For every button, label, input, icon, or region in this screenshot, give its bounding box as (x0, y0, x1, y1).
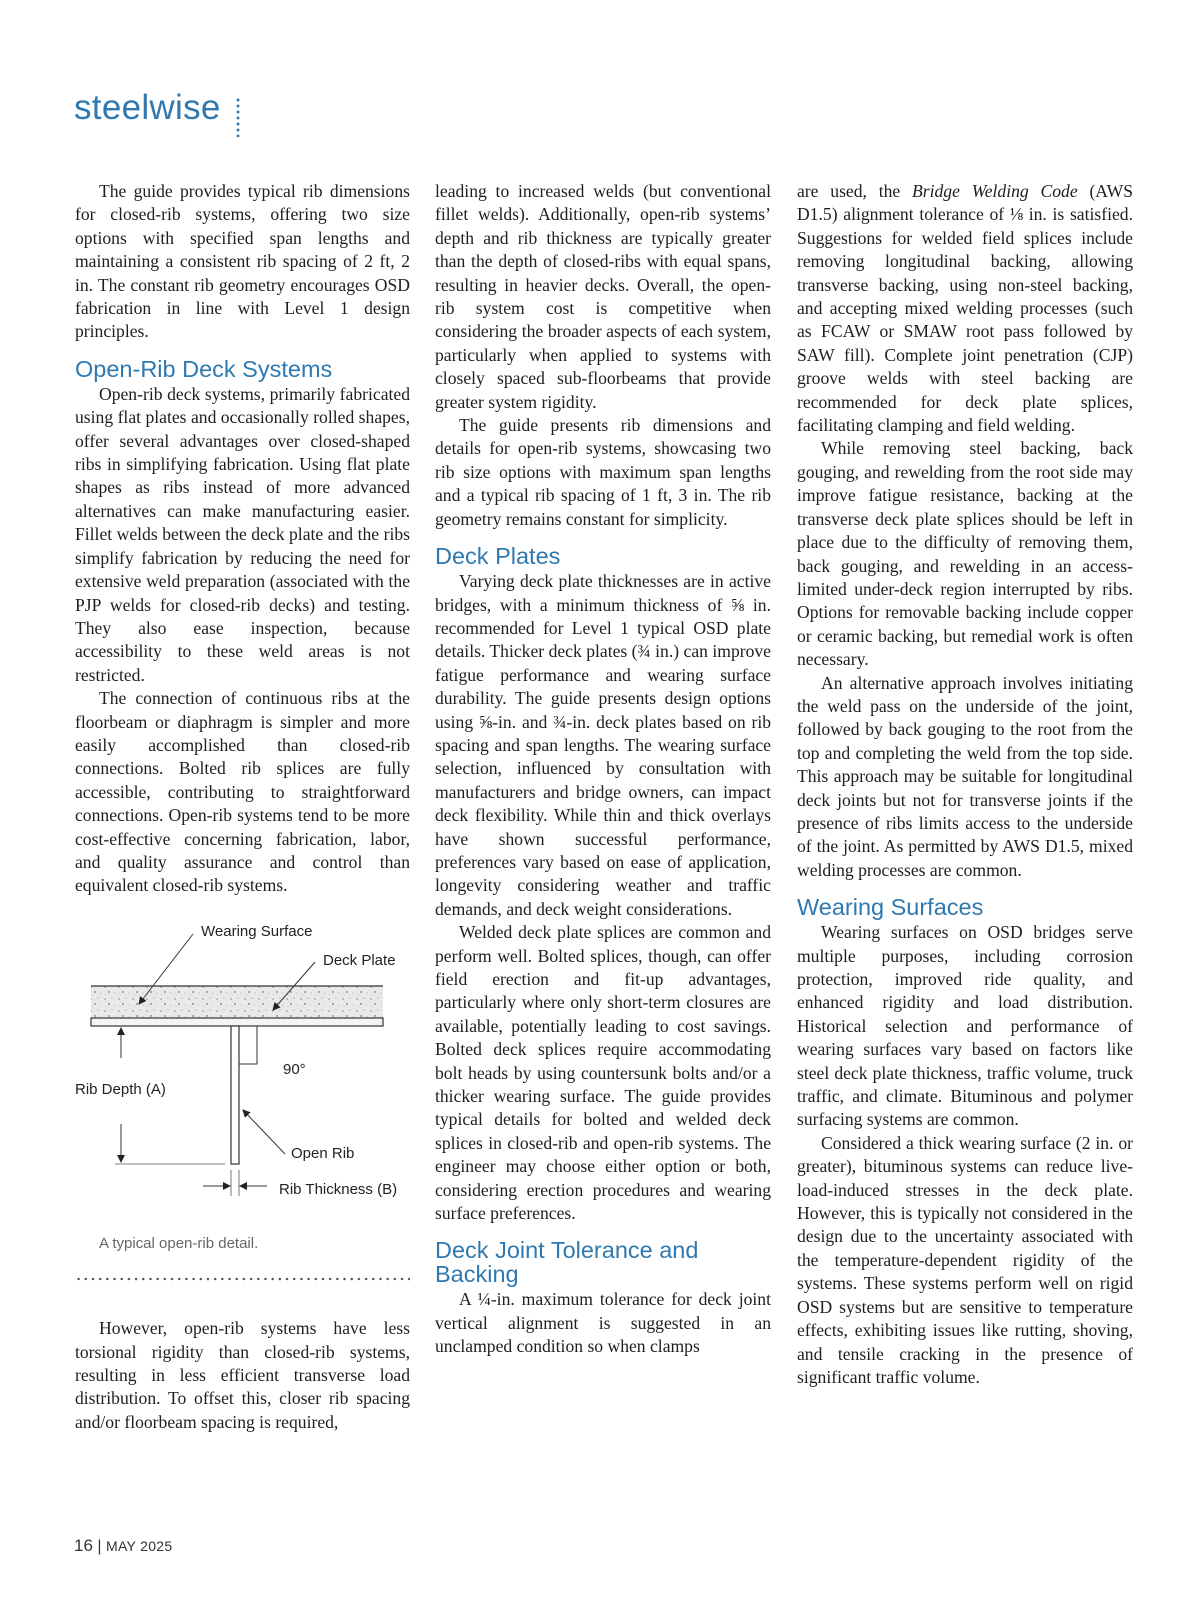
paragraph: While removing steel backing, back gouging, and rewelding from the root side may improve fatigue resistance, backing at the transverse deck plate splices should be left in place due to the difficulty of removing them, back gouging, and rewelding in an access-limited under-deck region interrupted by ribs. Options for removable backing include copper or ceramic backing, but remedial work is often necessary. (797, 438, 1133, 670)
open-rib-figure (75, 924, 415, 1232)
heading-wearing-surfaces: Wearing Surfaces (797, 894, 984, 921)
column-1 (75, 180, 410, 1434)
paragraph: are used, the Bridge Welding Code (AWS D1.5) alignment tolerance of ⅛ in. is satisfied. Suggestions for welded field splices include removing longitudinal backing, allowing transverse backing, using non-steel backing, and accepting mixed welding processes (such as FCAW or SMAW root pass followed by SAW fill). Complete joint penetration (CJP) groove welds with steel backing are recommended for deck plate splices, facilitating clamping and field welding. (797, 181, 1133, 436)
paragraph: The guide presents rib dimensions and details for open-rib systems, showcasing two rib size options with maximum span lengths and a typical rib spacing of 1 ft, 3 in. The rib geometry remains constant for simplicity. (435, 415, 771, 529)
paragraph: Open-rib deck systems, primarily fabricated using flat plates and occasionally rolled shapes, offer several advantages over closed-shaped ribs in simplifying fabrication. Using flat plate shapes as ribs instead of more advanced alternatives can make manufacturing easier. Fillet welds between the deck plate and the ribs simplify fabrication by reducing the need for extensive weld preparation (associated with the PJP welds for closed-rib decks) and testing. They also ease inspection, because accessibility to these weld areas is not restricted. (75, 383, 410, 685)
page-footer (74, 1536, 172, 1556)
deck-plate (91, 1018, 383, 1026)
column-2 (435, 180, 771, 1359)
heading-open-rib-deck-systems: Open-Rib Deck Systems (75, 355, 333, 382)
masthead-dotted-rule (236, 97, 240, 137)
paragraph: A ¼-in. maximum tolerance for deck joint vertical alignment is suggested in an unclamped condition so when clamps (435, 1289, 771, 1357)
footer-separator: | (97, 1538, 102, 1555)
paragraph: The guide provides typical rib dimensions for closed-rib systems, offering two size options with specified span lengths and maintaining a consistent rib spacing of 2 ft, 2 in. The constant rib geometry encourages OSD fabrication in line with Level 1 design principles. (75, 181, 410, 342)
label-angle: 90° (283, 1060, 306, 1078)
paragraph: Welded deck plate splices are common and perform well. Bolted splices, though, can offer field erection and fit-up advantages, particularly where only short-term closures are available, potentially leading to cost savings. Bolted deck splices require accommodating bolt heads by using countersunk bolts and/or a thicker wearing surface. The guide provides typical details for bolted and welded deck splices in closed-rib and open-rib systems. The engineer may choose either option or both, considering erection procedures and wearing surface preferences. (435, 922, 771, 1224)
open-rib (231, 1026, 239, 1164)
label-rib-depth: Rib Depth (A) (75, 1080, 166, 1098)
column-3 (797, 180, 1133, 1389)
label-deck-plate: Deck Plate (323, 951, 396, 969)
code-title: Bridge Welding Code (912, 181, 1078, 201)
label-open-rib: Open Rib (291, 1144, 355, 1162)
issue-date: MAY 2025 (105, 1538, 173, 1554)
label-wearing-surface: Wearing Surface (201, 922, 313, 940)
paragraph: leading to increased welds (but conventional fillet welds). Additionally, open-rib systems’ depth and rib thickness are typically greater than the depth of closed-ribs with equal spans, resulting in heavier decks. Overall, the open-rib system cost is competitive when considering the broader aspects of each system, particularly when applied to systems with closely spaced sub-floorbeams that provide greater system rigidity. (435, 181, 771, 412)
heading-deck-joint-tolerance: Deck Joint Tolerance and Backing (435, 1237, 699, 1288)
figure-caption: A typical open-rib detail. (99, 1234, 259, 1252)
section-title: steelwise (74, 88, 221, 127)
dotted-separator (75, 1277, 410, 1281)
heading-deck-plates: Deck Plates (435, 543, 561, 570)
paragraph: However, open-rib systems have less torsional rigidity than closed-rib systems, resulting in less efficient transverse load distribution. To offset this, closer rib spacing and/or floorbeam spacing is required, (75, 1318, 410, 1432)
paragraph: Varying deck plate thicknesses are in active bridges, with a minimum thickness of ⅝ in. recommended for Level 1 typical OSD plate details. Thicker deck plates (¾ in.) can improve fatigue performance and wearing surface durability. The guide presents design options using ⅝-in. and ¾-in. deck plates based on rib spacing and span lengths. The wearing surface selection, influenced by consultation with manufacturers and bridge owners, can impact deck flexibility. While thin and thick overlays have shown successful performance, preferences vary based on ease of application, longevity considering weather and traffic demands, and deck weight considerations. (435, 571, 771, 919)
label-rib-thickness: Rib Thickness (B) (279, 1180, 398, 1198)
paragraph: An alternative approach involves initiating the weld pass on the underside of the joint, followed by back gouging to the root from the top and completing the weld from the top side. This approach may be suitable for longitudinal deck joints but not for transverse joints if the presence of ribs limits access to the underside of the joint. As permitted by AWS D1.5, mixed welding processes are common. (797, 672, 1133, 880)
page-number: 16 (74, 1536, 93, 1555)
paragraph: Wearing surfaces on OSD bridges serve multiple purposes, including corrosion protection, improved ride quality, and enhanced rigidity and load distribution. Historical selection and performance of wearing surfaces vary based on factors like steel deck plate thickness, traffic volume, truck traffic, and climate. Bituminous and polymer surfacing systems are common. (797, 922, 1133, 1130)
paragraph: The connection of continuous ribs at the floorbeam or diaphragm is simpler and more easily accomplished than closed-rib connections. Bolted rib splices are fully accessible, contributing to straightforward connections. Open-rib systems tend to be more cost-effective concerning fabrication, labor, and quality assurance and control than equivalent closed-rib systems. (75, 688, 410, 896)
paragraph: Considered a thick wearing surface (2 in. or greater), bituminous systems can reduce live-load-induced stresses in the deck plate. However, this is typically not considered in the design due to the uncertainty associated with the temperature-dependent rigidity of the systems. These systems perform well on rigid OSD systems but are sensitive to temperature effects, exhibiting issues like rutting, shoving, and tensile cracking in the presence of significant traffic volume. (797, 1132, 1133, 1387)
